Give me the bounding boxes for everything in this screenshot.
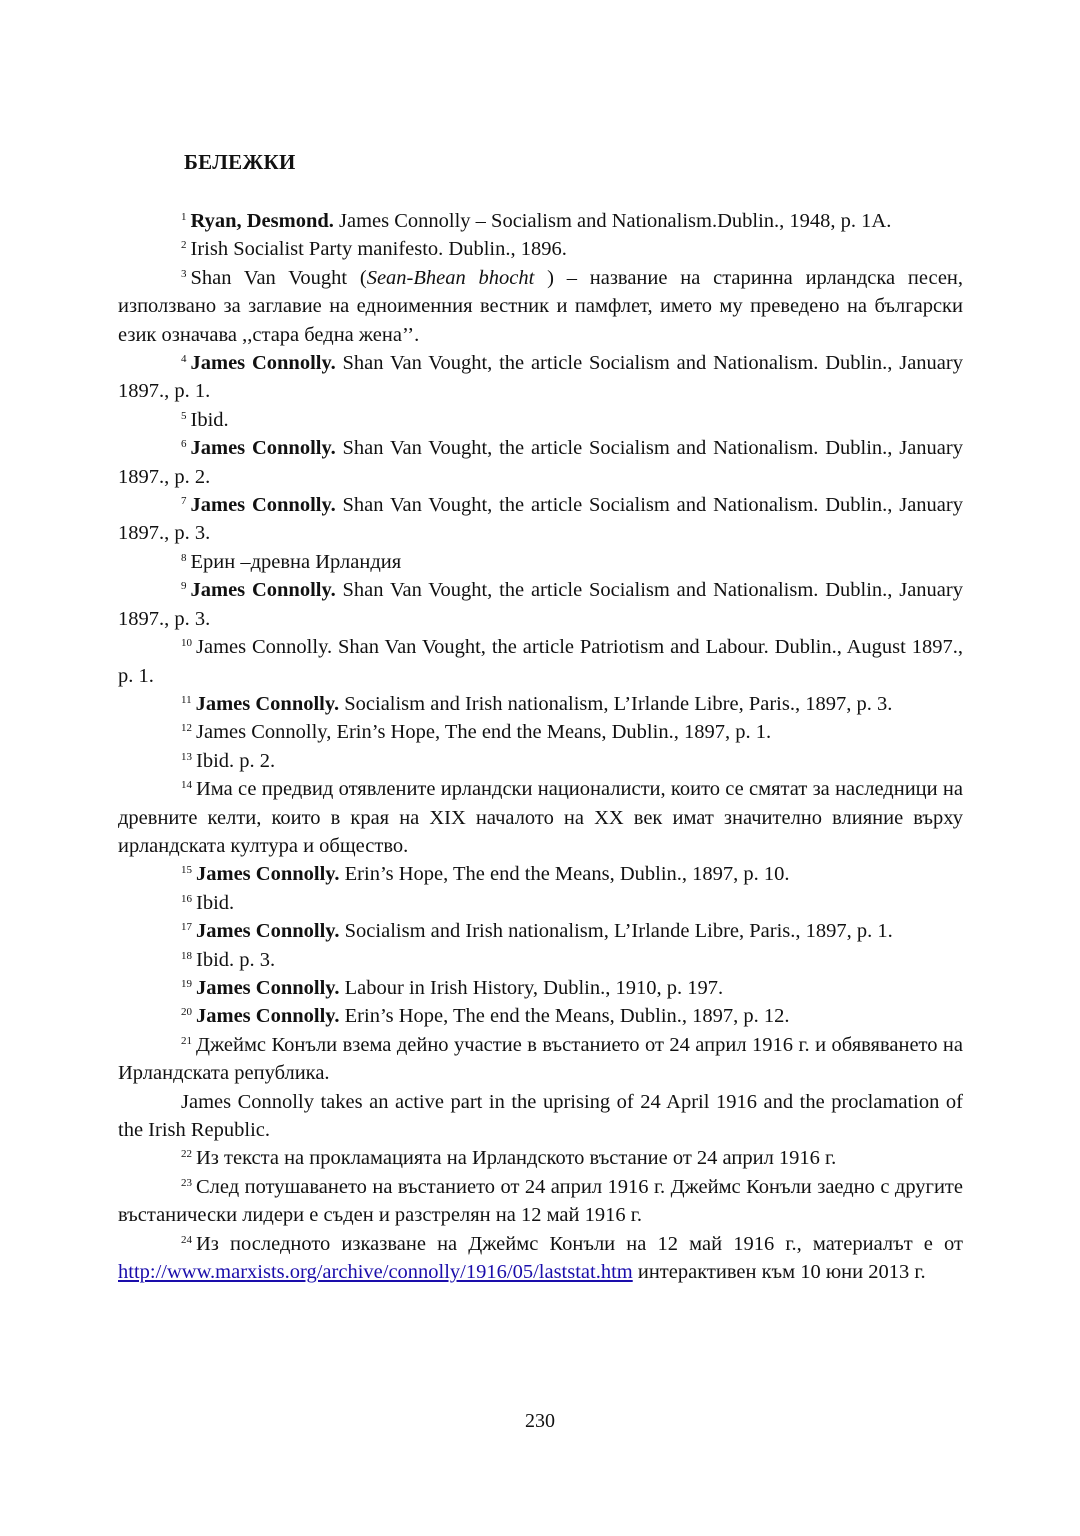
footnote-text: Socialism and Irish nationalism, L’Irlande Libre, Paris., 1897, p. 3.	[339, 692, 893, 715]
footnote-text: Ерин –древна Ирландия	[190, 550, 402, 573]
footnote-14	[118, 775, 963, 860]
footnote-4	[118, 349, 963, 406]
footnote-number: 5	[181, 409, 187, 422]
footnote-number: 13	[181, 750, 192, 763]
footnote-20	[118, 1002, 963, 1030]
footnote-text: интерактивен към 10 юни 2013 г.	[632, 1261, 926, 1284]
footnote-number: 23	[181, 1176, 192, 1189]
footnote-text: Ibid. p. 2.	[196, 749, 276, 772]
footnote-number: 11	[181, 693, 192, 706]
footnote-8	[118, 548, 963, 576]
source-link[interactable]: http://www.marxists.org/archive/connolly/1916/05/laststat.htm	[118, 1261, 633, 1284]
footnote-author: James Connolly.	[190, 579, 336, 602]
footnote-text: James Connolly. Shan Van Vought, the article Patriotism and Labour. Dublin., August 1897., p. 1.	[118, 636, 963, 687]
footnote-author: James Connolly.	[196, 976, 340, 999]
footnote-number: 16	[181, 892, 192, 905]
footnote-9	[118, 576, 963, 633]
footnote-number: 12	[181, 722, 192, 735]
footnote-7	[118, 491, 963, 548]
footnote-author: James Connolly.	[190, 352, 336, 375]
footnote-number: 24	[181, 1233, 192, 1246]
footnote-text: James Connolly, Erin’s Hope, The end the Means, Dublin., 1897, p. 1.	[196, 721, 772, 744]
footnote-text: Ibid. p. 3.	[196, 948, 276, 971]
footnote-number: 21	[181, 1034, 192, 1047]
footnote-2	[118, 235, 963, 263]
footnote-21-translation	[118, 1088, 963, 1145]
footnote-17	[118, 917, 963, 945]
footnote-text: Shan Van Vought (	[190, 266, 367, 289]
page-heading: БЕЛЕЖКИ	[184, 150, 296, 174]
footnote-6	[118, 434, 963, 491]
footnote-12	[118, 718, 963, 746]
footnote-5	[118, 406, 963, 434]
footnote-13	[118, 747, 963, 775]
footnote-3	[118, 264, 963, 349]
footnote-text: Shan Van Vought, the article Socialism and Nationalism. Dublin., January 1897., p. 3.	[118, 579, 963, 630]
footnote-number: 6	[181, 438, 187, 451]
page-number: 230	[525, 1410, 555, 1432]
footnote-text: Shan Van Vought, the article Socialism and Nationalism. Dublin., January 1897., p. 1.	[118, 352, 963, 403]
footnote-15	[118, 860, 963, 888]
footnote-number: 3	[181, 267, 187, 280]
footnote-19	[118, 974, 963, 1002]
footnote-10	[118, 633, 963, 690]
footnote-text: Erin’s Hope, The end the Means, Dublin., 1897, p. 12.	[339, 1005, 790, 1028]
footnote-text: James Connolly – Socialism and Nationalism.Dublin., 1948, p. 1A.	[333, 210, 892, 232]
footnote-number: 10	[181, 637, 192, 650]
footnote-number: 20	[181, 1006, 192, 1019]
footnote-number: 22	[181, 1148, 192, 1161]
footnote-text: James Connolly takes an active part in the uprising of 24 April 1916 and the proclamation of the Irish Republic.	[118, 1090, 963, 1141]
footnote-author: Ryan, Desmond.	[190, 210, 334, 232]
footnote-text: Shan Van Vought, the article Socialism and Nationalism. Dublin., January 1897., p. 2.	[118, 437, 963, 488]
footnote-24	[118, 1230, 963, 1287]
footnote-23	[118, 1173, 963, 1230]
footnote-text: Shan Van Vought, the article Socialism and Nationalism. Dublin., January 1897., p. 3.	[118, 494, 963, 545]
footnote-21	[118, 1031, 963, 1088]
footnote-number: 15	[181, 864, 192, 877]
footnote-text: Socialism and Irish nationalism, L’Irlande Libre, Paris., 1897, p. 1.	[339, 920, 893, 943]
footnote-number: 7	[181, 495, 187, 508]
notes-list	[118, 207, 963, 1286]
footnote-italic-title: Sean-Bhean bhocht	[366, 266, 535, 289]
footnote-number: 8	[181, 551, 187, 564]
footnote-22	[118, 1144, 963, 1172]
footnote-text: Из последното изказване на Джеймс Конъли на 12 май 1916 г., материалът е от	[196, 1232, 963, 1255]
footnote-1	[118, 207, 963, 235]
footnote-text: Erin’s Hope, The end the Means, Dublin., 1897, p. 10.	[339, 863, 790, 886]
footnote-number: 4	[181, 353, 187, 366]
footnote-number: 9	[181, 580, 187, 593]
footnote-author: James Connolly.	[196, 920, 340, 943]
footnote-author: James Connolly.	[195, 692, 340, 715]
footnote-number: 1	[181, 211, 187, 223]
footnote-author: James Connolly.	[190, 437, 336, 460]
footnote-number: 18	[181, 949, 192, 962]
footnote-text: Irish Socialist Party manifesto. Dublin., 1896.	[190, 238, 567, 261]
footnote-18	[118, 946, 963, 974]
footnote-16	[118, 889, 963, 917]
footnote-text: ) – название на старинна ирландска песен, използвано за заглавие на едноименния вестник и памфлет, името му преведено на български език означава ,,стара бедна жена’’.	[118, 266, 964, 346]
footnote-number: 14	[181, 779, 192, 792]
footnote-text: Джеймс Конъли взема дейно участие в въстанието от 24 април 1916 г. и обявяването на Ирландската република.	[118, 1033, 963, 1085]
footnote-text: Labour in Irish History, Dublin., 1910, p. 197.	[339, 976, 724, 999]
footnote-text: Из текста на прокламацията на Ирландското въстание от 24 април 1916 г.	[196, 1147, 837, 1170]
footnote-text: След потушаването на въстанието от 24 април 1916 г. Джеймс Конъли заедно с другите въстанически лидери е съден и разстрелян на 12 май 1916 г.	[118, 1175, 963, 1227]
footnote-text: Ibid.	[196, 891, 235, 914]
footnote-author: James Connolly.	[190, 494, 336, 517]
footnote-number: 19	[181, 977, 192, 990]
footnote-text: Има се предвид отявлените ирландски националисти, които се смятат за наследници на древните келти, които в края на XIX началото на XX век имат значително влияние върху ирландската култура и общество.	[118, 778, 963, 857]
footnote-number: 17	[181, 921, 192, 934]
footnote-author: James Connolly.	[196, 863, 340, 886]
footnote-number: 2	[181, 239, 187, 252]
footnote-author: James Connolly.	[196, 1005, 340, 1028]
footnote-11	[118, 690, 963, 718]
footnote-text: Ibid.	[190, 408, 229, 431]
